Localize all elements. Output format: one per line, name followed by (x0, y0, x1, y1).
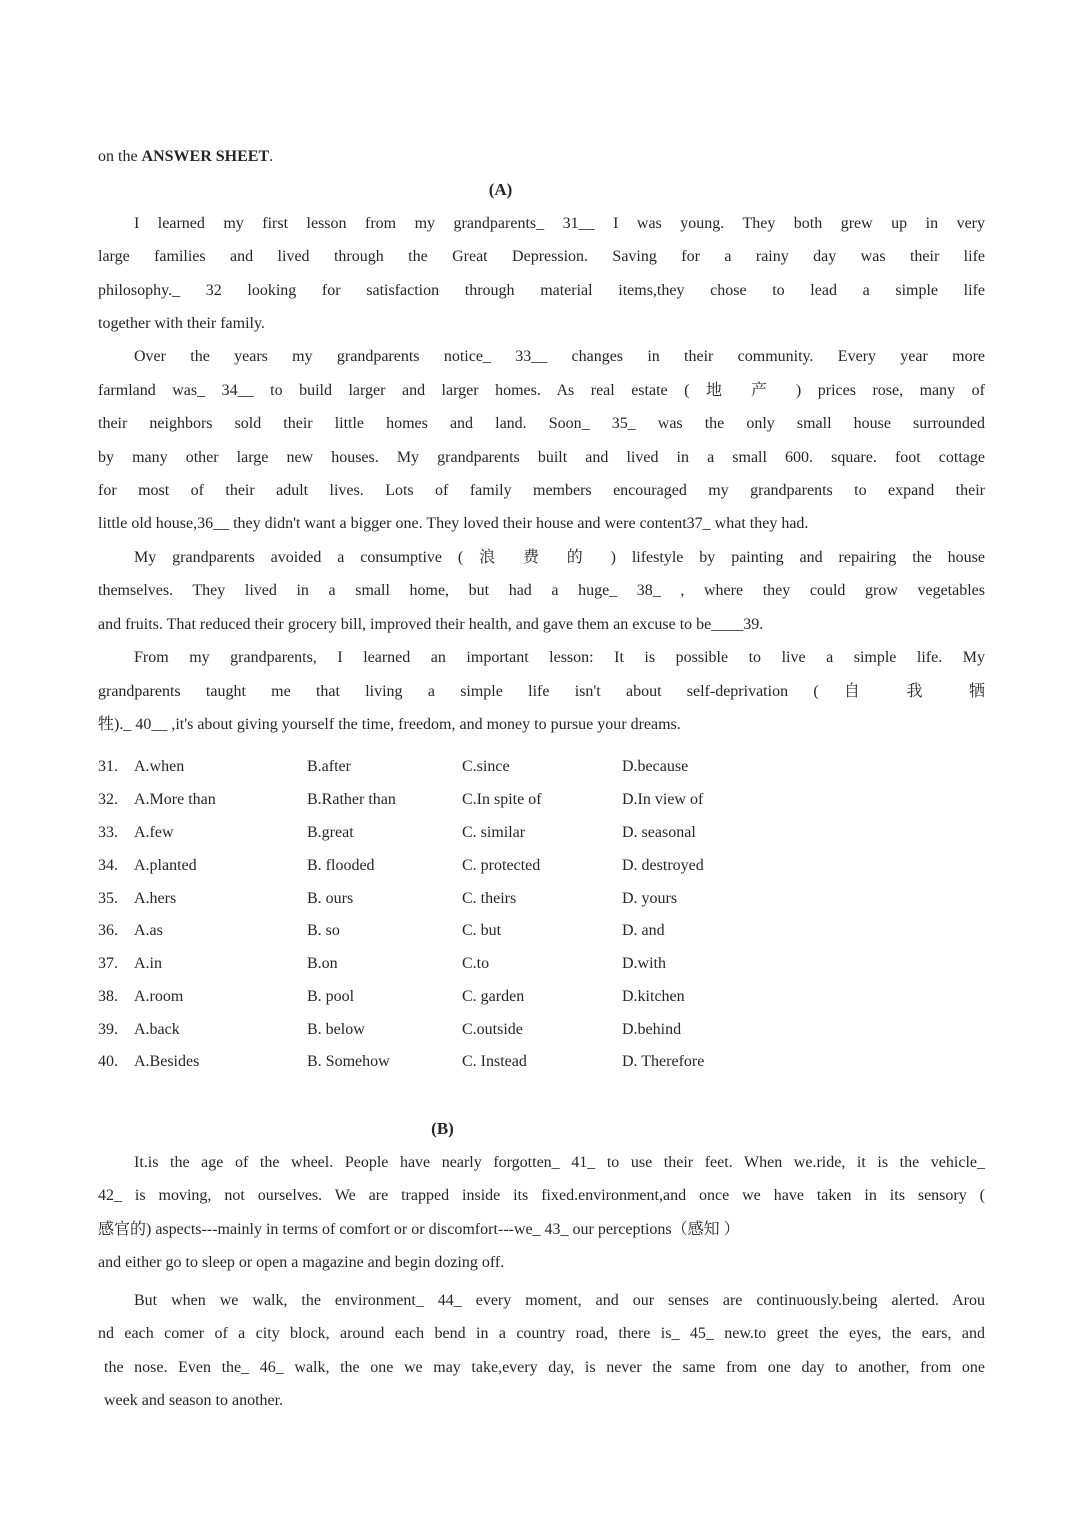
option-b: B.Rather than (307, 791, 396, 809)
option-d: D.In view of (622, 791, 704, 809)
question-40 (98, 1046, 985, 1079)
text-line: the nose. Even the_ 46_ walk, the one we may take,every day, is never the same from one day to another, from one (104, 1358, 985, 1376)
option-b: B. flooded (307, 856, 375, 874)
note-bold-text: ANSWER SHEET (141, 148, 270, 165)
option-d: D. Therefore (622, 1053, 705, 1071)
question-38 (98, 981, 985, 1014)
option-d: D.kitchen (622, 987, 685, 1005)
passage-a-paragraph-2 (98, 340, 985, 540)
text-line: week and season to another. (104, 1392, 284, 1410)
question-31 (98, 751, 985, 784)
question-number: 36. (98, 922, 118, 940)
option-b: B.after (307, 758, 351, 776)
option-b: B. so (307, 922, 340, 940)
option-c: C. Instead (462, 1053, 527, 1071)
text-line: by many other large new houses. My grandparents built and lived in a small 600. square. foot cottage (98, 448, 985, 466)
option-b: B. below (307, 1020, 365, 1038)
text-line: little old house,36__ they didn't want a bigger one. They loved their house and were content37_ what they had. (98, 515, 809, 533)
option-c: C.In spite of (462, 791, 542, 809)
option-a: A.as (134, 922, 163, 940)
question-34 (98, 850, 985, 883)
question-number: 37. (98, 955, 118, 973)
text-line: themselves. They lived in a small home, but had a huge_ 38_ , where they could grow vegetables (98, 582, 985, 600)
option-d: D.with (622, 955, 666, 973)
text-line: philosophy._ 32 looking for satisfaction through material items,they chose to lead a simple life (98, 281, 985, 299)
option-a: A.back (134, 1020, 180, 1038)
text-line: farmland was_ 34__ to build larger and larger homes. As real estate ( 地 产 ) prices rose, many of (98, 381, 985, 399)
passage-a-paragraph-4 (98, 641, 985, 741)
text-line: their neighbors sold their little homes and land. Soon_ 35_ was the only small house surrounded (98, 415, 985, 433)
section-b-label: (B) (431, 1119, 454, 1139)
text-line: 42_ is moving, not ourselves. We are trapped inside its fixed.environment,and once we have taken in its sensory ( (98, 1187, 985, 1205)
text-line: and either go to sleep or open a magazine and begin dozing off. (98, 1254, 505, 1272)
option-c: C. theirs (462, 889, 517, 907)
text-line: Over the years my grandparents notice_ 33__ changes in their community. Every year more (134, 348, 985, 366)
note-prefix: on the (98, 148, 142, 165)
question-number: 34. (98, 856, 118, 874)
passage-b-paragraph-2 (98, 1284, 985, 1418)
option-c: C. protected (462, 856, 541, 874)
option-d: D.because (622, 758, 689, 776)
text-line: nd each comer of a city block, around each bend in a country road, there is_ 45_ new.to greet the eyes, the ears, and (98, 1325, 985, 1343)
text-line: together with their family. (98, 315, 265, 333)
question-number: 33. (98, 823, 118, 841)
option-d: D. seasonal (622, 823, 696, 841)
question-number: 31. (98, 758, 118, 776)
questions-31-40 (98, 751, 985, 1079)
text-line: grandparents taught me that living a simple life isn't about self-deprivation ( 自 我 牺 (98, 682, 985, 700)
question-number: 35. (98, 889, 118, 907)
question-35 (98, 883, 985, 916)
text-line: large families and lived through the Great Depression. Saving for a rainy day was their life (98, 248, 985, 266)
option-d: D. and (622, 922, 665, 940)
option-d: D. yours (622, 889, 678, 907)
text-line: From my grandparents, I learned an important lesson: It is possible to live a simple life. My (134, 649, 985, 667)
option-a: A.when (134, 758, 185, 776)
option-b: B. Somehow (307, 1053, 390, 1071)
question-number: 40. (98, 1053, 118, 1071)
option-a: A.Besides (134, 1053, 200, 1071)
text-line: 牲)._ 40__ ,it's about giving yourself the time, freedom, and money to pursue your dreams. (98, 715, 681, 733)
option-c: C.to (462, 955, 490, 973)
option-c: C. similar (462, 823, 526, 841)
passage-b (98, 1146, 985, 1418)
option-a: A.room (134, 987, 184, 1005)
text-line: But when we walk, the environment_ 44_ every moment, and our senses are continuously.being alerted. Arou (134, 1291, 985, 1309)
question-33 (98, 817, 985, 850)
question-36 (98, 915, 985, 948)
passage-a (98, 207, 985, 742)
option-a: A.in (134, 955, 162, 973)
question-number: 39. (98, 1020, 118, 1038)
passage-a-paragraph-1 (98, 207, 985, 341)
option-b: B.on (307, 955, 338, 973)
option-a: A.planted (134, 856, 197, 874)
option-c: C.since (462, 758, 510, 776)
question-37 (98, 948, 985, 981)
answer-sheet-note (98, 140, 985, 173)
option-d: D.behind (622, 1020, 682, 1038)
text-line: It.is the age of the wheel. People have nearly forgotten_ 41_ to use their feet. When we.ride, it is the vehicle_ (134, 1153, 985, 1171)
passage-a-paragraph-3 (98, 541, 985, 641)
option-a: A.hers (134, 889, 177, 907)
option-a: A.few (134, 823, 174, 841)
text-line: I learned my first lesson from my grandparents_ 31__ I was young. They both grew up in very (134, 214, 985, 232)
question-number: 38. (98, 987, 118, 1005)
option-b: B. ours (307, 889, 354, 907)
option-c: C.outside (462, 1020, 523, 1038)
section-a-label: (A) (488, 180, 513, 200)
text-line: for most of their adult lives. Lots of family members encouraged my grandparents to expand their (98, 482, 985, 500)
question-39 (98, 1014, 985, 1047)
text-line: My grandparents avoided a consumptive ( 浪 费 的 ) lifestyle by painting and repairing the house (134, 548, 985, 566)
text-line: 感官的) aspects---mainly in terms of comfort or or discomfort---we_ 43_ our perceptions（感知 ） (98, 1220, 740, 1238)
passage-b-paragraph-1 (98, 1146, 985, 1280)
text-line: and fruits. That reduced their grocery bill, improved their health, and gave them an excuse to be____39. (98, 615, 764, 633)
option-a: A.More than (134, 791, 216, 809)
question-32 (98, 784, 985, 817)
option-d: D. destroyed (622, 856, 704, 874)
option-c: C. but (462, 922, 502, 940)
question-number: 32. (98, 791, 118, 809)
option-b: B.great (307, 823, 354, 841)
option-b: B. pool (307, 987, 355, 1005)
note-suffix: . (269, 148, 274, 165)
option-c: C. garden (462, 987, 525, 1005)
